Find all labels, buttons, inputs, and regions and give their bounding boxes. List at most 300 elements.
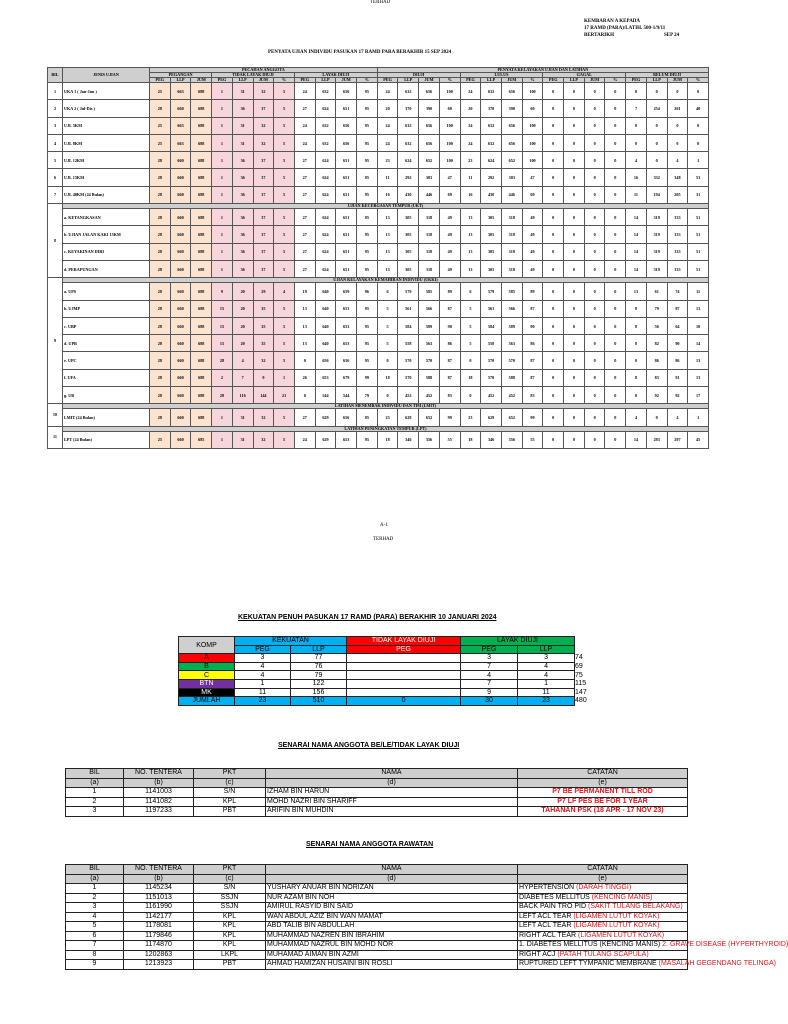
row-value: 95 [357, 209, 378, 226]
row-value: 632 [481, 117, 502, 134]
strength-value: 76 [291, 662, 347, 671]
row-value: 1 [212, 83, 233, 100]
row-value: 47 [522, 169, 543, 186]
list-catatan-note: 2. GRAVE DISEASE (HYPERTHYROID) [662, 941, 788, 949]
row-value: 0 [605, 317, 626, 334]
row-value: 5 [377, 335, 398, 352]
row-value: 624 [481, 152, 502, 169]
row-value: 99 [357, 369, 378, 386]
row-value: 0 [543, 387, 564, 404]
row-test-name: d. UPR [63, 335, 150, 352]
row-value: 570 [481, 369, 502, 386]
row-value: 430 [481, 186, 502, 203]
subheader-cell: % [688, 78, 709, 83]
row-value: 31 [232, 117, 253, 134]
strength-value: 3 [518, 654, 575, 663]
row-value: 95 [357, 409, 378, 426]
strength-value [347, 654, 461, 663]
strength-h-tld-peg: PEG [347, 645, 461, 654]
row-value: 0 [564, 243, 585, 260]
list-header: NO. TENTERA [124, 865, 194, 875]
row-value: 49 [439, 260, 460, 277]
row-value: 28 [212, 352, 233, 369]
row-value: 0 [564, 369, 585, 386]
list-catatan-main: 1. DIABETES MELLITUS (KENCING MANIS) [519, 941, 661, 949]
strength-value: 510 [291, 697, 347, 706]
row-value: 83 [439, 387, 460, 404]
row-value: 0 [564, 431, 585, 448]
subheader-cell: JUM [336, 78, 357, 83]
row-value: 0 [564, 335, 585, 352]
row-test-name: g. UB [63, 387, 150, 404]
row-value: 0 [294, 352, 315, 369]
row-value: 15 [212, 300, 233, 317]
list-subheader: (a) [66, 778, 124, 788]
row-value: 23 [460, 152, 481, 169]
row-value: 5 [460, 335, 481, 352]
row-value: 660 [170, 226, 191, 243]
list-header: NO. TENTERA [124, 769, 194, 779]
row-value: 24 [294, 117, 315, 134]
table-row [48, 209, 709, 226]
row-value: 0 [626, 117, 647, 134]
row-value: 0 [564, 134, 585, 151]
row-value: 100 [439, 83, 460, 100]
list-pkt: KPL [194, 922, 266, 932]
row-value: 333 [667, 209, 688, 226]
strength-h-komp: KOMP [179, 637, 235, 654]
row-value: 26 [294, 369, 315, 386]
list-header: PKT [194, 865, 266, 875]
row-value: 390 [501, 100, 522, 117]
list-catatan: TAHANAN PSK (18 APR - 17 NOV 23) [518, 807, 688, 817]
row-value: 10 [688, 317, 709, 334]
col-bil: BIL [48, 68, 63, 83]
row-value: 49 [439, 243, 460, 260]
row-value: 0 [605, 352, 626, 369]
list-nama: MUHAMMAD NAZRUL BIN MOHD NOR [266, 941, 518, 951]
row-test-name: b. UJMP [63, 300, 150, 317]
row-value: 20 [460, 100, 481, 117]
row-value: 37 [253, 226, 274, 243]
row-value: 24 [294, 134, 315, 151]
list-pkt: KPL [194, 797, 266, 807]
list-no: 1141082 [124, 797, 194, 807]
row-value: 55 [439, 431, 460, 448]
row-value: 584 [481, 317, 502, 334]
list-catatan-note: (KENCING MANIS) [591, 893, 653, 901]
row-value: 305 [398, 260, 419, 277]
row-value: 116 [232, 387, 253, 404]
row-value: 651 [336, 209, 357, 226]
list-pkt: PBT [194, 960, 266, 970]
list-nama: WAN ABDUL AZIZ BIN WAN MAMAT [266, 912, 518, 922]
row-value: 27 [294, 260, 315, 277]
row-value: 544 [336, 387, 357, 404]
row-value: 688 [191, 260, 212, 277]
strength-komp: BTN [179, 679, 235, 688]
row-value: 0 [667, 83, 688, 100]
row-value: 13 [688, 352, 709, 369]
row-value: 8 [626, 317, 647, 334]
row-value: 21 [274, 387, 295, 404]
row-value: 13 [460, 209, 481, 226]
row-value: 90 [522, 317, 543, 334]
row-value: 89 [439, 283, 460, 300]
row-value: 24 [294, 431, 315, 448]
table-row [48, 243, 709, 260]
row-value: 0 [605, 117, 626, 134]
row-test-name: UKA 2 ( Jul-Dis ) [63, 100, 150, 117]
row-value: 0 [543, 300, 564, 317]
row-value: 5 [274, 152, 295, 169]
row-value: 36 [232, 209, 253, 226]
row-value: 13 [460, 260, 481, 277]
row-value: 0 [543, 431, 564, 448]
row-value: 0 [584, 335, 605, 352]
strength-h-ld-llp: LLP [518, 645, 575, 654]
row-value: 0 [564, 409, 585, 426]
strength-komp: B [179, 662, 235, 671]
row-bil: 5 [48, 152, 63, 169]
row-value: 0 [543, 100, 564, 117]
row-value: 656 [336, 352, 357, 369]
row-value: 660 [170, 300, 191, 317]
row-value: 45 [688, 431, 709, 448]
row-value: 1 [274, 369, 295, 386]
list-pkt: LKPL [194, 950, 266, 960]
row-value: 0 [584, 409, 605, 426]
row-value: 13 [377, 243, 398, 260]
row-value: 0 [584, 387, 605, 404]
list-subheader: (d) [266, 778, 518, 788]
row-value: 0 [626, 134, 647, 151]
list-pkt: PBT [194, 807, 266, 817]
row-value: 28 [150, 100, 171, 117]
row-value: 660 [170, 369, 191, 386]
row-value: 86 [439, 335, 460, 352]
row-value: 585 [419, 283, 440, 300]
row-value: 656 [336, 134, 357, 151]
table-row [48, 369, 709, 386]
row-value: 292 [398, 169, 419, 186]
row-value: 283 [646, 431, 667, 448]
subheader-cell: JUM [191, 78, 212, 83]
row-value: 90 [439, 317, 460, 334]
list-no: 1213923 [124, 960, 194, 970]
row-value: 1 [212, 243, 233, 260]
strength-value: 3 [235, 654, 291, 663]
list-catatan-main: HYPERTENSION [519, 884, 575, 892]
row-value: 305 [398, 243, 419, 260]
list-subheader: (b) [124, 874, 194, 884]
row-value: 5 [274, 226, 295, 243]
row-value: 0 [584, 352, 605, 369]
row-value: 659 [336, 283, 357, 300]
subheader-cell: PEG [377, 78, 398, 83]
row-value: 651 [336, 169, 357, 186]
row-value: 24 [294, 83, 315, 100]
row-value: 28 [212, 387, 233, 404]
strength-row: A 3 77 3 3 74 [179, 654, 575, 663]
row-value: 64 [667, 317, 688, 334]
row-value: 1 [212, 186, 233, 203]
subheader-cell: JUM [667, 78, 688, 83]
list-item [66, 912, 688, 922]
strength-value: 1 [518, 679, 575, 688]
row-value: 37 [253, 169, 274, 186]
row-value: 0 [605, 83, 626, 100]
row-value: 651 [336, 226, 357, 243]
row-value: 558 [481, 335, 502, 352]
list-bil: 5 [66, 922, 124, 932]
row-value: 0 [564, 317, 585, 334]
subheader-cell: JUM [501, 78, 522, 83]
row-value: 27 [294, 169, 315, 186]
subheader-cell: PEG [294, 78, 315, 83]
list-header: BIL [66, 769, 124, 779]
list-item [66, 807, 688, 817]
row-value: 95 [357, 134, 378, 151]
row-value: 24 [460, 117, 481, 134]
row-value: 74 [667, 283, 688, 300]
row-value: 0 [543, 352, 564, 369]
col-jenis: JENIS UJIAN [63, 68, 150, 83]
row-value: 292 [481, 169, 502, 186]
row-value: 318 [419, 260, 440, 277]
table-row [48, 409, 709, 426]
row-value: 660 [170, 100, 191, 117]
row-value: 31 [232, 409, 253, 426]
row-value: 640 [315, 335, 336, 352]
list-bil: 2 [66, 797, 124, 807]
row-value: 688 [191, 134, 212, 151]
row-value: 37 [253, 260, 274, 277]
row-bil: 11 [48, 426, 63, 448]
row-value: 0 [584, 186, 605, 203]
row-value: 87 [522, 352, 543, 369]
row-value: 0 [605, 409, 626, 426]
subheader-cell: PEG [150, 78, 171, 83]
list-nama: AMIRUL RASYID BIN SAID [266, 903, 518, 913]
row-value: 13 [460, 226, 481, 243]
row-value: 100 [522, 83, 543, 100]
row-value: 653 [336, 335, 357, 352]
row-value: 36 [232, 186, 253, 203]
row-value: 348 [667, 169, 688, 186]
row-value: 99 [522, 409, 543, 426]
list-catatan-note: (PATAH TULANG SCAPULA) [557, 950, 649, 958]
strength-value [347, 671, 461, 680]
row-value: 688 [191, 409, 212, 426]
row-value: 20 [232, 300, 253, 317]
row-value: 333 [667, 260, 688, 277]
row-value: 0 [626, 387, 647, 404]
row-value: 28 [150, 260, 171, 277]
row-value: 13 [294, 317, 315, 334]
row-value: 660 [170, 260, 191, 277]
row-value: 356 [419, 431, 440, 448]
row-value: 86 [667, 352, 688, 369]
row-bil: 1 [48, 83, 63, 100]
row-value: 14 [688, 335, 709, 352]
row-value: 579 [398, 283, 419, 300]
row-value: 86 [522, 335, 543, 352]
row-value: 0 [688, 117, 709, 134]
row-value: 91 [667, 369, 688, 386]
row-value: 319 [646, 226, 667, 243]
list-no: 1145234 [124, 884, 194, 894]
list-nama: YUSHARY ANUAR BIN NORIZAN [266, 884, 518, 894]
row-value: 624 [315, 169, 336, 186]
row-value: 319 [646, 260, 667, 277]
row-value: 49 [522, 226, 543, 243]
row-value: 0 [646, 152, 667, 169]
row-value: 35 [253, 300, 274, 317]
table-row [48, 300, 709, 317]
row-bil: 8 [48, 204, 63, 278]
row-value: 32 [253, 83, 274, 100]
row-value: 370 [398, 100, 419, 117]
table-row [48, 387, 709, 404]
list-catatan-note: (MASALAH GEGENDANG TELINGA) [658, 960, 776, 968]
row-value: 18 [377, 369, 398, 386]
row-value: 5 [274, 260, 295, 277]
strength-value [347, 679, 461, 688]
row-value: 2 [212, 369, 233, 386]
row-value: 656 [419, 134, 440, 151]
row-value: 688 [191, 117, 212, 134]
list-header: PKT [194, 769, 266, 779]
list-item [66, 884, 688, 894]
list-pkt: KPL [194, 941, 266, 951]
list-pkt: S/N [194, 884, 266, 894]
row-value: 640 [315, 317, 336, 334]
list-header: CATATAN [518, 865, 688, 875]
row-value: 624 [315, 100, 336, 117]
row-value: 688 [191, 300, 212, 317]
row-value: 297 [667, 431, 688, 448]
strength-value: 23 [235, 697, 291, 706]
row-value: 6 [460, 283, 481, 300]
row-value: 0 [605, 300, 626, 317]
row-value: 0 [646, 409, 667, 426]
subheader-cell: JUM [419, 78, 440, 83]
row-value: 11 [626, 186, 647, 203]
row-value: 95 [357, 152, 378, 169]
list-no: 1141003 [124, 788, 194, 798]
row-value: 333 [667, 243, 688, 260]
row-value: 27 [294, 409, 315, 426]
row-value: 79 [357, 387, 378, 404]
list-bil: 1 [66, 884, 124, 894]
row-value: 100 [522, 117, 543, 134]
row-value: 95 [357, 300, 378, 317]
subheader-cell: LLP [232, 78, 253, 83]
row-value: 632 [315, 83, 336, 100]
table-row [48, 100, 709, 117]
row-value: 51 [688, 226, 709, 243]
table-row [48, 260, 709, 277]
list-catatan: P7 LF PES BE FOR 1 YEAR [518, 797, 688, 807]
row-value: 28 [150, 226, 171, 243]
row-value: 0 [584, 317, 605, 334]
list-item [66, 941, 688, 951]
row-value: 20 [232, 335, 253, 352]
row-value: 28 [150, 335, 171, 352]
list-item [66, 931, 688, 941]
list-pkt: S/N [194, 788, 266, 798]
row-value: 318 [419, 243, 440, 260]
row-value: 28 [150, 209, 171, 226]
row-value: 83 [646, 369, 667, 386]
list-catatan [518, 893, 688, 903]
row-value: 660 [170, 431, 191, 448]
list-nama: MOHD NAZRI BIN SHARIFF [266, 797, 518, 807]
row-bil: 7 [48, 186, 63, 203]
row-value: 660 [170, 335, 191, 352]
row-value: 194 [646, 186, 667, 203]
row-value: 14 [626, 431, 647, 448]
table-row [48, 169, 709, 186]
row-value: 1 [212, 134, 233, 151]
row-value: 656 [419, 117, 440, 134]
row-bil: 2 [48, 100, 63, 117]
row-value: 0 [377, 387, 398, 404]
row-value: 1 [212, 209, 233, 226]
row-value: 579 [481, 283, 502, 300]
row-value: 6 [377, 283, 398, 300]
row-value: 632 [481, 83, 502, 100]
row-value: 36 [232, 226, 253, 243]
row-value: 452 [481, 387, 502, 404]
row-value: 653 [315, 369, 336, 386]
row-value: 652 [501, 409, 522, 426]
table-row [48, 352, 709, 369]
row-value: 14 [626, 226, 647, 243]
strength-h-peg: PEG [235, 645, 291, 654]
row-value: 28 [150, 186, 171, 203]
row-value: 86 [646, 352, 667, 369]
list-catatan [518, 950, 688, 960]
list-catatan [518, 912, 688, 922]
row-value: 660 [170, 409, 191, 426]
row-test-name: f. UFA [63, 369, 150, 386]
row-value: 0 [377, 352, 398, 369]
strength-title: KEKUATAN PENUH PASUKAN 17 RAMD (PARA) BERAKHIR 10 JANUARI 2024 [238, 614, 497, 621]
row-value: 430 [398, 186, 419, 203]
row-value: 688 [191, 186, 212, 203]
row-value: 570 [481, 352, 502, 369]
row-value: 303 [419, 169, 440, 186]
row-value: 0 [564, 117, 585, 134]
row-value: 632 [398, 83, 419, 100]
strength-value: 3 [461, 654, 518, 663]
row-value: 624 [315, 226, 336, 243]
row-value: 588 [419, 369, 440, 386]
row-value: 13 [688, 300, 709, 317]
row-value: 32 [253, 409, 274, 426]
row-value: 37 [253, 152, 274, 169]
row-value: 318 [419, 209, 440, 226]
row-value: 563 [501, 335, 522, 352]
row-value: 13 [688, 369, 709, 386]
row-value: 27 [294, 100, 315, 117]
row-value: 36 [232, 260, 253, 277]
row-value: 9 [212, 283, 233, 300]
row-value: 28 [150, 243, 171, 260]
row-value: 688 [191, 283, 212, 300]
